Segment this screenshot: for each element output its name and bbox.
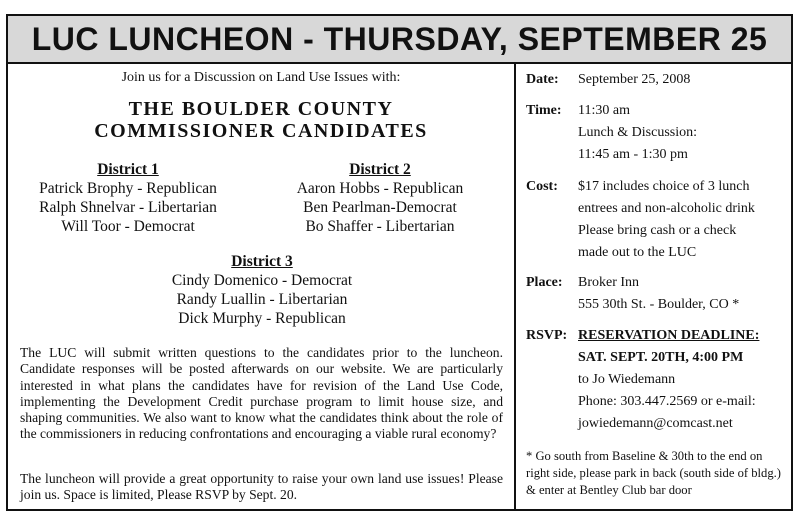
candidates-title-line: COMMISSIONER CANDIDATES — [94, 120, 428, 142]
district-heading: District 3 — [231, 253, 293, 270]
time-line: 11:45 am - 1:30 pm — [578, 147, 688, 162]
candidates-title-line: THE BOULDER COUNTY — [128, 98, 394, 120]
details-column — [516, 64, 791, 509]
time-line: Lunch & Discussion: — [578, 125, 697, 140]
reservation-deadline-heading: RESERVATION DEADLINE: — [578, 328, 760, 343]
flyer-frame — [6, 14, 793, 511]
candidates-title — [8, 98, 514, 142]
time-line: 11:30 am — [578, 103, 630, 118]
rsvp-value — [578, 325, 785, 435]
candidate: Randy Luallin - Libertarian — [176, 291, 348, 308]
date-value: September 25, 2008 — [578, 72, 691, 87]
main-column — [8, 64, 516, 509]
candidate: Will Toor - Democrat — [61, 218, 195, 235]
date-row — [526, 69, 785, 91]
rsvp-row — [526, 325, 785, 435]
place-label: Place: — [526, 275, 563, 290]
candidate: Patrick Brophy - Republican — [39, 180, 217, 197]
intro-text: Join us for a Discussion on Land Use Issues with: — [121, 70, 401, 85]
directions-note: * Go south from Baseline & 30th to the end on right side, please park in back (south side of bldg.) & enter at Bentley Club bar door — [526, 449, 781, 497]
rsvp-label: RSVP: — [526, 328, 568, 343]
district-2 — [266, 160, 494, 236]
place-line: Broker Inn — [578, 275, 640, 290]
place-line: 555 30th St. - Boulder, CO * — [578, 297, 740, 312]
cost-value — [578, 176, 785, 264]
district-heading: District 1 — [97, 161, 159, 178]
candidate: Cindy Domenico - Democrat — [171, 272, 353, 289]
cost-label: Cost: — [526, 179, 558, 194]
place-row — [526, 272, 785, 316]
cost-line: entrees and non-alcoholic drink — [578, 201, 755, 216]
invitation-paragraph: The luncheon will provide a great opportunity to raise your own land use issues! Please join us. Space is limited, Please RSVP by Sept. 20. — [20, 471, 503, 503]
cost-line: Please bring cash or a check — [578, 223, 737, 238]
district-1 — [18, 160, 238, 236]
cost-line: $17 includes choice of 3 lunch — [578, 179, 750, 194]
reservation-deadline: SAT. SEPT. 20TH, 4:00 PM — [578, 350, 744, 365]
district-3 — [138, 252, 386, 328]
district-heading: District 2 — [349, 161, 411, 178]
rsvp-email: jowiedemann@comcast.net — [578, 416, 733, 431]
cost-row — [526, 176, 785, 264]
time-value — [578, 100, 785, 166]
candidate: Aaron Hobbs - Republican — [296, 180, 464, 197]
rsvp-line: to Jo Wiedemann — [578, 372, 676, 387]
header-banner — [8, 16, 791, 64]
candidate: Ralph Shnelvar - Libertarian — [39, 199, 217, 216]
time-label: Time: — [526, 103, 562, 118]
place-value — [578, 272, 785, 316]
rsvp-line: Phone: 303.447.2569 or e-mail: — [578, 394, 756, 409]
page-title: LUC LUNCHEON - THURSDAY, SEPTEMBER 25 — [31, 20, 768, 57]
candidate: Dick Murphy - Republican — [178, 310, 346, 327]
candidate: Bo Shaffer - Libertarian — [305, 218, 455, 235]
description-paragraph: The LUC will submit written questions to the candidates prior to the luncheon. Candidate responses will be posted afterwards on our website. We are particularly interested in what plans the candidates have for revision of the Land Use Code, implementing the Development Credit purchase program to limit house size, and shaping communities. We also want to know what the candidates think about the role of the commissioners in reducing confrontations and encouraging a viable rural economy? — [20, 345, 503, 442]
time-row — [526, 100, 785, 166]
candidate: Ben Pearlman-Democrat — [303, 199, 457, 216]
date-label: Date: — [526, 72, 559, 87]
cost-line: made out to the LUC — [578, 245, 697, 260]
